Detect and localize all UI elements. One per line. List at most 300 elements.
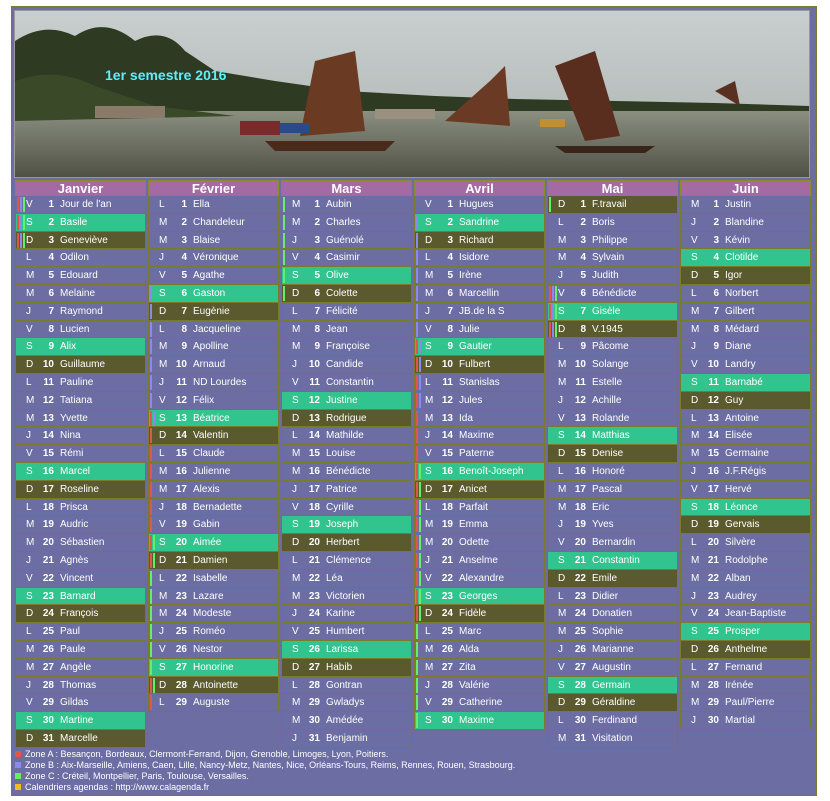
zone-c-marker [153, 535, 155, 550]
saint-name: Constantin [326, 376, 374, 388]
day-number: 26 [308, 643, 320, 655]
saint-name: Jacqueline [193, 323, 241, 335]
saint-name: Agathe [193, 270, 225, 282]
saint-name: Mathilde [326, 430, 364, 442]
day-letter: M [558, 501, 567, 513]
day-number: 22 [441, 572, 453, 584]
saint-name: Clémence [326, 554, 372, 566]
day-row [15, 196, 146, 214]
day-letter: S [159, 412, 166, 424]
zone-c-marker [150, 624, 152, 639]
day-number: 9 [713, 341, 719, 353]
day-number: 5 [181, 270, 187, 282]
day-number: 22 [707, 572, 719, 584]
saint-name: Herbert [326, 537, 360, 549]
day-letter: D [558, 199, 566, 210]
zone-a-marker [416, 482, 418, 497]
holiday-zone-markers [150, 678, 156, 693]
footer-link-text[interactable]: Calendriers agendas : http://www.calagenda.fr [25, 782, 210, 792]
zone-a-marker [416, 606, 418, 621]
day-row [281, 694, 412, 712]
day-letter: M [159, 465, 168, 477]
day-number: 21 [308, 554, 320, 566]
day-number: 27 [441, 661, 453, 673]
day-row [148, 552, 279, 570]
day-letter: J [159, 626, 164, 638]
day-row [547, 356, 678, 374]
holiday-zone-markers [416, 678, 419, 693]
day-letter: D [558, 697, 566, 709]
day-row [15, 641, 146, 659]
day-letter: V [425, 697, 432, 709]
month-header: Juin [680, 180, 811, 196]
saint-name: Didier [592, 590, 619, 602]
day-row [680, 516, 811, 534]
day-number: 27 [574, 661, 586, 673]
zone-b-marker [416, 215, 418, 230]
legend-zone-a [15, 749, 515, 760]
saint-name: Candide [326, 359, 364, 371]
day-row [15, 730, 146, 748]
day-letter: V [159, 270, 166, 282]
saint-name: Julienne [193, 465, 231, 477]
zone-c-marker [283, 250, 285, 265]
saint-name: Honoré [592, 465, 625, 477]
day-row [680, 605, 811, 623]
day-letter: D [691, 519, 699, 531]
semester-title: 1er semestre 2016 [105, 67, 227, 83]
holiday-zone-markers [416, 428, 419, 443]
day-row [15, 534, 146, 552]
saint-name: Vincent [60, 572, 94, 584]
day-letter: S [691, 626, 698, 638]
day-row [15, 516, 146, 534]
saint-name: V.1945 [592, 323, 623, 335]
day-letter: S [26, 590, 33, 602]
day-number: 3 [314, 234, 320, 246]
day-letter: M [425, 270, 434, 282]
saint-name: Judith [592, 270, 619, 282]
day-row [148, 605, 279, 623]
saint-name: Pâcome [592, 341, 629, 353]
holiday-zone-markers [416, 642, 419, 657]
saint-name: Paterne [459, 448, 495, 460]
day-letter: D [26, 608, 34, 620]
day-number: 14 [175, 430, 187, 442]
day-number: 15 [574, 448, 586, 460]
day-number: 29 [175, 697, 187, 709]
day-letter: J [26, 679, 31, 691]
day-letter: D [26, 732, 34, 744]
day-row [680, 249, 811, 267]
day-letter: M [292, 448, 301, 460]
saint-name: Odilon [60, 252, 89, 264]
day-number: 30 [574, 715, 586, 727]
day-number: 8 [713, 323, 719, 335]
saint-name: Tatiana [60, 394, 93, 406]
day-row [281, 677, 412, 695]
day-row [281, 374, 412, 392]
day-row [414, 463, 545, 481]
holiday-zone-markers [549, 197, 552, 212]
day-number: 22 [175, 572, 187, 584]
zone-a-marker [150, 482, 152, 497]
saint-name: Audrey [725, 590, 757, 602]
day-number: 31 [308, 732, 320, 744]
holiday-zone-markers [150, 642, 153, 657]
day-number: 9 [580, 341, 586, 353]
day-number: 2 [580, 216, 586, 228]
day-row [547, 659, 678, 677]
zone-c-marker [419, 571, 421, 586]
holiday-zone-markers [416, 357, 422, 372]
day-number: 26 [42, 643, 54, 655]
month-column-0 [15, 180, 146, 748]
day-number: 24 [707, 608, 719, 620]
saint-name: Melaine [60, 287, 96, 299]
day-row [547, 249, 678, 267]
holiday-zone-markers [416, 553, 422, 568]
day-row [680, 285, 811, 303]
day-letter: S [26, 216, 33, 228]
zone-b-marker [552, 304, 554, 319]
day-row [680, 623, 811, 641]
day-row [547, 730, 678, 748]
day-number: 17 [707, 483, 719, 495]
day-number: 30 [308, 715, 320, 727]
day-row [281, 552, 412, 570]
saint-name: Guénolé [326, 234, 364, 246]
zone-b-marker [150, 393, 152, 408]
day-letter: S [558, 679, 565, 691]
day-number: 18 [574, 501, 586, 513]
day-row [414, 481, 545, 499]
zone-c-marker [150, 642, 152, 657]
day-row [680, 232, 811, 250]
saint-name: Alix [60, 341, 77, 353]
saint-name: Clotilde [725, 252, 759, 264]
day-row [281, 516, 412, 534]
saint-name: Jean [326, 323, 348, 335]
day-number: 7 [48, 305, 54, 317]
holiday-zone-markers [416, 322, 419, 337]
footer-link[interactable] [15, 782, 515, 793]
saint-name: Maxime [459, 430, 495, 442]
day-row [680, 712, 811, 730]
holiday-zone-markers [416, 286, 419, 301]
legend [15, 749, 515, 793]
day-letter: L [691, 287, 697, 299]
saint-name: Irénée [725, 679, 754, 691]
day-number: 20 [175, 537, 187, 549]
day-letter: M [425, 643, 434, 655]
zone-a-marker [416, 446, 418, 461]
holiday-zone-markers [150, 571, 153, 586]
day-letter: J [292, 732, 297, 744]
day-letter: V [691, 234, 698, 246]
day-letter: J [558, 270, 563, 282]
saint-name: Achille [592, 394, 622, 406]
day-letter: L [691, 537, 697, 549]
zone-a-marker [150, 517, 152, 532]
day-number: 8 [314, 323, 320, 335]
day-letter: M [292, 697, 301, 709]
day-number: 26 [707, 643, 719, 655]
holiday-zone-markers [283, 233, 286, 248]
day-letter: V [425, 199, 432, 210]
holiday-zone-markers [416, 411, 419, 426]
day-row [547, 214, 678, 232]
day-row [148, 196, 279, 214]
holiday-zone-markers [416, 713, 419, 728]
day-row [281, 641, 412, 659]
day-row [281, 659, 412, 677]
saint-name: Sébastien [60, 537, 105, 549]
day-row [547, 677, 678, 695]
holiday-zone-markers [416, 304, 419, 319]
saint-name: Valentin [193, 430, 229, 442]
day-number: 12 [175, 394, 187, 406]
day-number: 13 [175, 412, 187, 424]
month-column-1 [148, 180, 279, 712]
zone-a-marker [416, 571, 418, 586]
zone-b-marker [150, 375, 152, 390]
day-letter: J [425, 554, 430, 566]
day-number: 13 [308, 412, 320, 424]
day-number: 20 [707, 537, 719, 549]
saint-name: Emile [592, 572, 618, 584]
day-row [15, 410, 146, 428]
day-number: 7 [181, 305, 187, 317]
saint-name: Colette [326, 287, 358, 299]
day-letter: M [26, 537, 35, 549]
saint-name: Maxime [459, 715, 495, 727]
day-row [547, 303, 678, 321]
day-number: 23 [42, 590, 54, 602]
saint-name: Matthias [592, 430, 630, 442]
day-letter: V [691, 359, 698, 371]
day-letter: S [691, 501, 698, 513]
day-letter: J [691, 465, 696, 477]
day-row [547, 481, 678, 499]
saint-name: Victorien [326, 590, 365, 602]
day-row [15, 427, 146, 445]
zone-c-marker [150, 660, 152, 675]
day-letter: M [558, 608, 567, 620]
saint-name: Isidore [459, 252, 490, 264]
day-letter: J [292, 359, 297, 371]
day-number: 26 [574, 643, 586, 655]
day-row [148, 303, 279, 321]
day-row [547, 570, 678, 588]
day-row [547, 374, 678, 392]
day-letter: M [425, 287, 434, 299]
day-number: 2 [48, 216, 54, 228]
saint-name: Diane [725, 341, 752, 353]
saint-name: Géraldine [592, 697, 636, 709]
month-header: Mai [547, 180, 678, 196]
zone-a-marker [549, 304, 551, 319]
day-row [15, 499, 146, 517]
saint-name: Antoine [725, 412, 759, 424]
holiday-zone-markers [150, 589, 153, 604]
saint-name: Ida [459, 412, 473, 424]
saint-name: Irène [459, 270, 482, 282]
saint-name: Odette [459, 537, 490, 549]
zone-a-marker [150, 464, 152, 479]
day-letter: L [558, 715, 564, 727]
zone-a-marker [17, 215, 19, 230]
day-row [15, 677, 146, 695]
day-number: 8 [447, 323, 453, 335]
day-letter: M [425, 394, 434, 406]
saint-name: Françoise [326, 341, 370, 353]
saint-name: Marcel [60, 465, 91, 477]
day-number: 3 [713, 234, 719, 246]
day-number: 20 [42, 537, 54, 549]
saint-name: Sylvain [592, 252, 625, 264]
day-letter: S [691, 252, 698, 264]
day-number: 4 [447, 252, 453, 264]
day-number: 6 [713, 287, 719, 299]
day-row [680, 463, 811, 481]
saint-name: Valérie [459, 679, 490, 691]
day-letter: M [558, 376, 567, 388]
day-number: 5 [580, 270, 586, 282]
zone-a-marker [416, 553, 418, 568]
zone-c-marker [283, 233, 285, 248]
day-number: 27 [42, 661, 54, 673]
holiday-zone-markers [150, 411, 156, 426]
day-letter: J [292, 608, 297, 620]
day-row [547, 232, 678, 250]
zone-c-marker [416, 713, 418, 728]
day-letter: D [691, 643, 699, 655]
day-letter: S [26, 465, 33, 477]
saint-name: Jean-Baptiste [725, 608, 787, 620]
saint-name: Alda [459, 643, 480, 655]
day-row [15, 481, 146, 499]
day-row [281, 730, 412, 748]
holiday-zone-markers [416, 464, 422, 479]
day-number: 18 [441, 501, 453, 513]
day-number: 23 [308, 590, 320, 602]
day-number: 16 [42, 465, 54, 477]
saint-name: Félix [193, 394, 215, 406]
day-number: 4 [48, 252, 54, 264]
saint-name: Eugènie [193, 305, 230, 317]
day-row [15, 463, 146, 481]
zone-a-marker [416, 393, 418, 408]
saint-name: Marc [459, 626, 482, 638]
holiday-zone-markers [416, 268, 419, 283]
holiday-zone-markers [416, 624, 419, 639]
day-number: 25 [308, 626, 320, 638]
day-letter: M [159, 590, 168, 602]
day-row [148, 410, 279, 428]
day-row [414, 214, 545, 232]
day-row [148, 321, 279, 339]
day-letter: S [159, 287, 166, 299]
day-letter: J [558, 394, 563, 406]
saint-name: Julie [459, 323, 480, 335]
zone-a-marker [150, 695, 152, 710]
day-number: 10 [707, 359, 719, 371]
zone-b-marker [416, 233, 418, 248]
saint-name: Guillaume [60, 359, 106, 371]
saint-name: Georges [459, 590, 498, 602]
saint-name: Blaise [193, 234, 221, 246]
day-row [414, 232, 545, 250]
zone-c-marker [23, 215, 25, 230]
day-letter: S [292, 270, 299, 282]
day-letter: V [292, 501, 299, 513]
day-row [148, 338, 279, 356]
saint-name: Véronique [193, 252, 239, 264]
day-letter: J [26, 554, 31, 566]
holiday-zone-markers [17, 233, 26, 248]
saint-name: Karine [326, 608, 355, 620]
day-row [281, 712, 412, 730]
saint-name: Roseline [60, 483, 99, 495]
zone-a-marker [416, 535, 418, 550]
zone-a-marker [150, 428, 152, 443]
zone-c-marker [419, 482, 421, 497]
zone-a-marker [416, 428, 418, 443]
saint-name: Cyrille [326, 501, 354, 513]
saint-name: Larissa [326, 643, 359, 655]
day-row [15, 356, 146, 374]
month-column-5 [680, 180, 811, 730]
day-letter: M [292, 590, 301, 602]
legend-zone-c [15, 771, 515, 782]
day-number: 1 [447, 199, 453, 210]
month-header: Mars [281, 180, 412, 196]
day-row [414, 659, 545, 677]
holiday-zone-markers [150, 375, 153, 390]
month-header: Février [148, 180, 279, 196]
day-letter: M [26, 287, 35, 299]
day-letter: V [425, 448, 432, 460]
day-number: 13 [574, 412, 586, 424]
day-letter: L [558, 590, 564, 602]
day-row [148, 267, 279, 285]
day-number: 14 [42, 430, 54, 442]
day-row [281, 249, 412, 267]
zone-c-marker [555, 304, 557, 319]
saint-name: Anicet [459, 483, 487, 495]
day-letter: V [691, 608, 698, 620]
zone-c-marker [416, 678, 418, 693]
holiday-zone-markers [416, 571, 422, 586]
holiday-zone-markers [150, 304, 153, 319]
day-letter: L [691, 661, 697, 673]
day-row [148, 499, 279, 517]
holiday-zone-markers [150, 624, 153, 639]
day-row [547, 196, 678, 214]
saint-name: Gwladys [326, 697, 365, 709]
saint-name: Nina [60, 430, 81, 442]
day-number: 15 [707, 448, 719, 460]
day-row [547, 321, 678, 339]
day-letter: J [26, 430, 31, 442]
saint-name: Amédée [326, 715, 364, 727]
day-row [281, 445, 412, 463]
day-row [15, 552, 146, 570]
saint-name: Agnès [60, 554, 89, 566]
saint-name: Louise [326, 448, 356, 460]
zone-a-marker [416, 589, 418, 604]
